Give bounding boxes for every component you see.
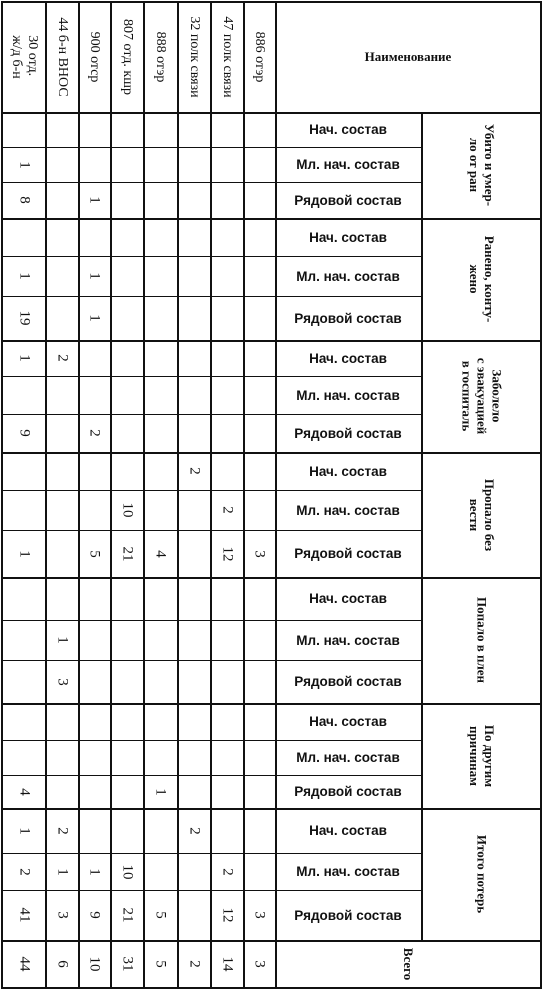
unit-header-6-text: 44 б-н ВНОС <box>54 17 70 97</box>
sub-label-text: Рядовой состав <box>294 310 402 326</box>
value-cell <box>110 940 143 988</box>
row-line-6 <box>1 340 542 342</box>
group-label-5-text: По другим причинам <box>467 724 497 787</box>
unit-header-2 <box>177 2 210 112</box>
unit-header-7 <box>2 2 45 112</box>
value-cell-text: 2 <box>186 826 202 835</box>
sub-label-text: Нач. состав <box>309 714 387 729</box>
col-line-label <box>275 1 277 989</box>
sub-label-5-2 <box>275 775 421 808</box>
value-cell <box>243 890 275 940</box>
sub-label-3-2 <box>275 530 421 577</box>
value-cell-text: 1 <box>16 160 32 169</box>
value-cell-text: 5 <box>152 911 169 919</box>
value-cell <box>78 890 110 940</box>
row-line-15 <box>1 703 542 705</box>
value-cell <box>2 940 45 988</box>
group-label-1-text: Ранено, конту- жено <box>467 235 497 323</box>
value-cell <box>210 490 243 530</box>
value-cell-text: 19 <box>16 310 32 326</box>
value-cell <box>78 940 110 988</box>
sub-label-text: Мл. нач. состав <box>296 632 400 648</box>
sub-label-text: Мл. нач. состав <box>296 502 400 518</box>
sub-label-0-2 <box>275 182 421 218</box>
sub-label-text: Мл. нач. состав <box>296 864 400 879</box>
value-cell <box>78 853 110 890</box>
row-line-10 <box>1 490 422 491</box>
sub-label-text: Нач. состав <box>309 122 387 137</box>
value-cell-text: 1 <box>86 196 103 204</box>
value-cell <box>143 890 177 940</box>
unit-header-1-text: 47 полк связи <box>219 16 235 98</box>
value-cell-text: 14 <box>219 956 235 972</box>
value-cell-text: 1 <box>16 354 32 362</box>
value-cell <box>45 940 78 988</box>
value-cell <box>143 775 177 808</box>
value-cell <box>177 940 210 988</box>
value-cell-text: 5 <box>152 960 169 968</box>
header-label: Наименование <box>364 49 452 64</box>
value-cell-text: 2 <box>54 354 70 362</box>
total-label <box>275 940 541 988</box>
col-line-3 <box>143 1 145 989</box>
value-cell <box>210 530 243 577</box>
row-line-7 <box>1 376 422 377</box>
sub-label-text: Рядовой состав <box>294 192 402 208</box>
row-line-2 <box>1 182 422 183</box>
value-cell-text: 9 <box>16 429 32 437</box>
sub-label-3-0 <box>275 452 421 490</box>
sub-label-0-1 <box>275 147 421 182</box>
border-bottom <box>1 987 542 989</box>
unit-header-1 <box>210 2 243 112</box>
sub-label-5-0 <box>275 703 421 740</box>
value-cell <box>243 940 275 988</box>
sub-label-6-0 <box>275 808 421 853</box>
group-label-6 <box>421 808 541 940</box>
value-cell-text: 10 <box>86 956 103 972</box>
row-line-12 <box>1 577 542 579</box>
value-cell <box>78 530 110 577</box>
value-cell <box>110 530 143 577</box>
value-cell <box>110 890 143 940</box>
row-line-head <box>1 112 542 114</box>
group-label-1 <box>421 218 541 340</box>
value-cell <box>2 775 45 808</box>
value-cell <box>110 490 143 530</box>
value-cell <box>210 890 243 940</box>
value-cell-text: 3 <box>54 677 70 686</box>
col-line-2 <box>110 1 112 989</box>
row-line-9 <box>1 452 542 454</box>
value-cell-text: 4 <box>152 549 169 558</box>
sub-label-text: Мл. нач. состав <box>296 157 400 172</box>
value-cell-text: 9 <box>86 911 103 919</box>
value-cell <box>45 890 78 940</box>
unit-header-6 <box>45 2 78 112</box>
row-line-3 <box>1 218 542 220</box>
value-cell-text: 1 <box>86 272 103 280</box>
value-cell <box>243 530 275 577</box>
sub-label-text: Рядовой состав <box>294 425 402 441</box>
value-cell <box>2 853 45 890</box>
value-cell <box>45 853 78 890</box>
value-cell <box>45 340 78 376</box>
col-line-6 <box>243 1 245 989</box>
sub-label-text: Рядовой состав <box>294 546 402 561</box>
row-line-18 <box>1 808 542 810</box>
sub-label-text: Мл. нач. состав <box>296 750 400 765</box>
value-cell <box>45 620 78 660</box>
value-cell <box>2 530 45 577</box>
col-line-1 <box>78 1 80 989</box>
group-label-6-text: Итого потерь <box>474 834 490 914</box>
sub-label-6-1 <box>275 853 421 890</box>
value-cell <box>78 296 110 340</box>
row-line-11 <box>1 530 422 531</box>
unit-header-4-text: 807 отд. кшр <box>119 19 135 95</box>
value-cell-text: 3 <box>54 911 70 919</box>
group-label-5 <box>421 703 541 808</box>
value-cell <box>177 808 210 853</box>
sub-label-1-1 <box>275 256 421 296</box>
value-cell-text: 44 <box>16 956 32 972</box>
value-cell <box>2 890 45 940</box>
sub-label-4-0 <box>275 577 421 620</box>
col-line-group <box>421 112 423 940</box>
value-cell-text: 1 <box>86 867 103 876</box>
row-line-4 <box>1 256 422 257</box>
value-cell <box>78 414 110 452</box>
value-cell-text: 1 <box>16 549 32 558</box>
group-label-3 <box>421 452 541 577</box>
value-cell-text: 6 <box>54 960 70 968</box>
row-line-1 <box>1 147 422 148</box>
sub-label-text: Рядовой состав <box>294 907 402 923</box>
sub-label-text: Мл. нач. состав <box>296 268 400 284</box>
sub-label-text: Нач. состав <box>309 591 387 606</box>
value-cell-text: 1 <box>16 826 32 835</box>
value-cell-text: 2 <box>186 467 202 475</box>
value-cell <box>210 940 243 988</box>
value-cell <box>177 452 210 490</box>
value-cell-text: 1 <box>152 787 169 796</box>
value-cell-text: 2 <box>16 867 32 876</box>
row-line-21 <box>1 940 542 942</box>
sub-label-text: Мл. нач. состав <box>296 387 400 403</box>
sub-label-2-2 <box>275 414 421 452</box>
unit-header-5-text: 900 отср <box>87 31 102 83</box>
sub-label-3-1 <box>275 490 421 530</box>
row-line-16 <box>1 740 422 741</box>
unit-header-0 <box>243 2 275 112</box>
row-line-17 <box>1 775 422 776</box>
value-cell <box>2 296 45 340</box>
value-cell-text: 12 <box>219 546 235 561</box>
group-label-3-text: Пропало без вести <box>467 478 497 551</box>
value-cell-text: 1 <box>54 636 70 644</box>
value-cell-text: 3 <box>251 549 268 558</box>
value-cell <box>143 940 177 988</box>
group-label-0 <box>421 112 541 218</box>
value-cell-text: 2 <box>186 960 202 968</box>
value-cell-text: 1 <box>86 314 103 322</box>
value-cell-text: 2 <box>219 506 235 514</box>
value-cell <box>110 853 143 890</box>
value-cell-text: 3 <box>251 960 268 968</box>
sub-label-6-2 <box>275 890 421 940</box>
sub-label-5-1 <box>275 740 421 775</box>
border-top <box>1 1 542 3</box>
row-line-8 <box>1 414 422 415</box>
value-cell <box>45 660 78 703</box>
group-label-4-text: Попало в плен <box>474 596 490 684</box>
value-cell-text: 3 <box>251 911 268 919</box>
group-label-2 <box>421 340 541 452</box>
sub-label-4-2 <box>275 660 421 703</box>
value-cell-text: 5 <box>86 549 103 558</box>
sub-label-text: Рядовой состав <box>294 784 402 799</box>
group-label-0-text: Убито и умер- ло от ран <box>467 123 497 207</box>
value-cell <box>45 808 78 853</box>
sub-label-1-0 <box>275 218 421 256</box>
value-cell <box>210 853 243 890</box>
sub-label-0-0 <box>275 112 421 147</box>
value-cell-text: 41 <box>16 907 32 923</box>
sub-label-text: Рядовой состав <box>294 674 402 689</box>
sub-label-text: Нач. состав <box>309 350 387 366</box>
unit-header-3 <box>143 2 177 112</box>
row-line-5 <box>1 296 422 297</box>
value-cell-text: 2 <box>86 429 103 437</box>
sub-label-2-1 <box>275 376 421 414</box>
value-cell <box>2 182 45 218</box>
value-cell-text: 1 <box>54 867 70 876</box>
total-label-text: Всего <box>401 947 416 981</box>
unit-header-7-text: 30 отд. ж/д б-н <box>8 35 40 79</box>
sub-label-text: Нач. состав <box>309 463 387 479</box>
unit-header-4 <box>110 2 143 112</box>
value-cell-text: 2 <box>54 826 70 835</box>
col-line-0 <box>45 1 47 989</box>
value-cell <box>2 414 45 452</box>
unit-header-2-text: 32 полк связи <box>186 16 202 98</box>
value-cell-text: 1 <box>16 272 32 280</box>
row-line-13 <box>1 620 422 621</box>
sub-label-4-1 <box>275 620 421 660</box>
unit-header-0-text: 886 отэр <box>252 31 267 83</box>
sub-label-text: Нач. состав <box>309 823 387 838</box>
border-right <box>540 1 542 989</box>
value-cell <box>2 147 45 182</box>
value-cell-text: 12 <box>219 907 235 923</box>
unit-header-3-text: 888 отэр <box>153 31 168 83</box>
row-line-20 <box>1 890 422 891</box>
value-cell <box>78 182 110 218</box>
sub-label-text: Нач. состав <box>309 229 387 245</box>
value-cell-text: 2 <box>219 867 235 876</box>
sub-label-2-0 <box>275 340 421 376</box>
value-cell <box>2 808 45 853</box>
group-label-4 <box>421 577 541 703</box>
value-cell-text: 21 <box>119 907 135 923</box>
row-line-19 <box>1 853 422 854</box>
value-cell <box>2 256 45 296</box>
value-cell <box>143 530 177 577</box>
sub-label-1-2 <box>275 296 421 340</box>
row-line-14 <box>1 660 422 661</box>
value-cell-text: 4 <box>16 787 32 796</box>
value-cell-text: 31 <box>119 956 135 972</box>
col-line-5 <box>210 1 212 989</box>
header-naimenovanie <box>275 2 541 112</box>
value-cell-text: 10 <box>119 502 135 518</box>
unit-header-5 <box>78 2 110 112</box>
col-line-4 <box>177 1 179 989</box>
border-left <box>1 1 3 989</box>
value-cell-text: 21 <box>119 546 135 561</box>
group-label-2-text: Заболело с эвакуацией в госпиталь <box>459 357 505 435</box>
value-cell-text: 8 <box>16 196 32 204</box>
value-cell <box>78 256 110 296</box>
value-cell-text: 10 <box>119 864 135 879</box>
value-cell <box>2 340 45 376</box>
